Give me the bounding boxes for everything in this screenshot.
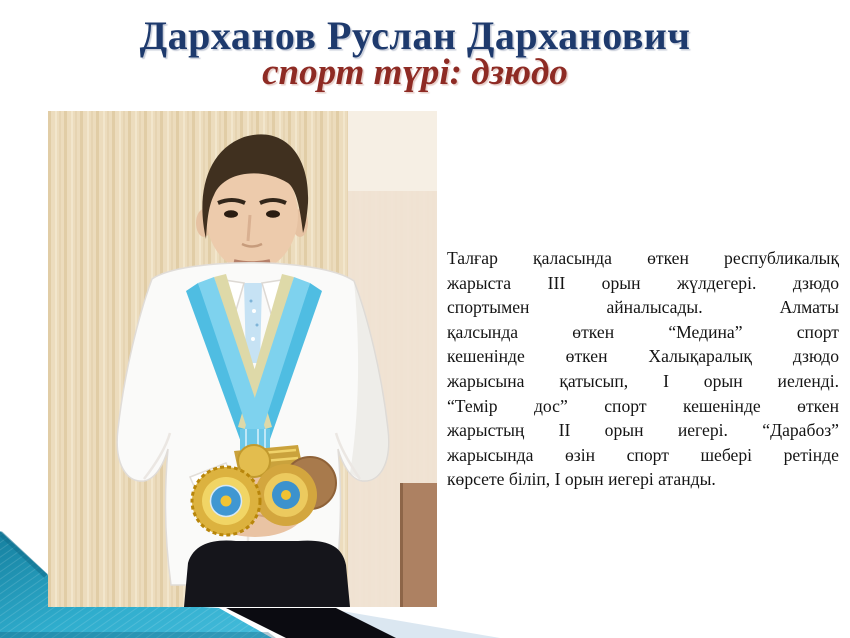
bio-line: жарыста III орын жүлдегері. дзюдо <box>447 272 839 293</box>
bio-line: “Темір дос” спорт кешенінде өткен <box>447 395 839 416</box>
page-title: Дарханов Руслан Дарханович <box>139 13 691 58</box>
bio-line: жарысында өзін спорт шебері ретінде <box>447 444 839 465</box>
bio-line: Талғар қаласында өткен республикалық <box>447 248 839 268</box>
bio-text <box>447 246 839 492</box>
athlete-photo <box>48 111 437 607</box>
bio-line: спортымен айналысады. Алматы <box>447 297 839 318</box>
bio-line: қалсында өткен “Медина” спорт <box>447 321 839 342</box>
bio-line: жарыстың II орын иегері. “Дарабоз” <box>447 420 839 441</box>
bio-line: кешенінде өткен Халықаралық дзюдо <box>447 346 839 367</box>
bio-line: жарысына қатысып, I орын иеленді. <box>447 370 839 391</box>
sport-subtitle: спорт түрі: дзюдо <box>262 52 568 93</box>
bio-line: көрсете біліп, I орын иегері атанды. <box>447 469 716 490</box>
pants <box>184 541 350 607</box>
